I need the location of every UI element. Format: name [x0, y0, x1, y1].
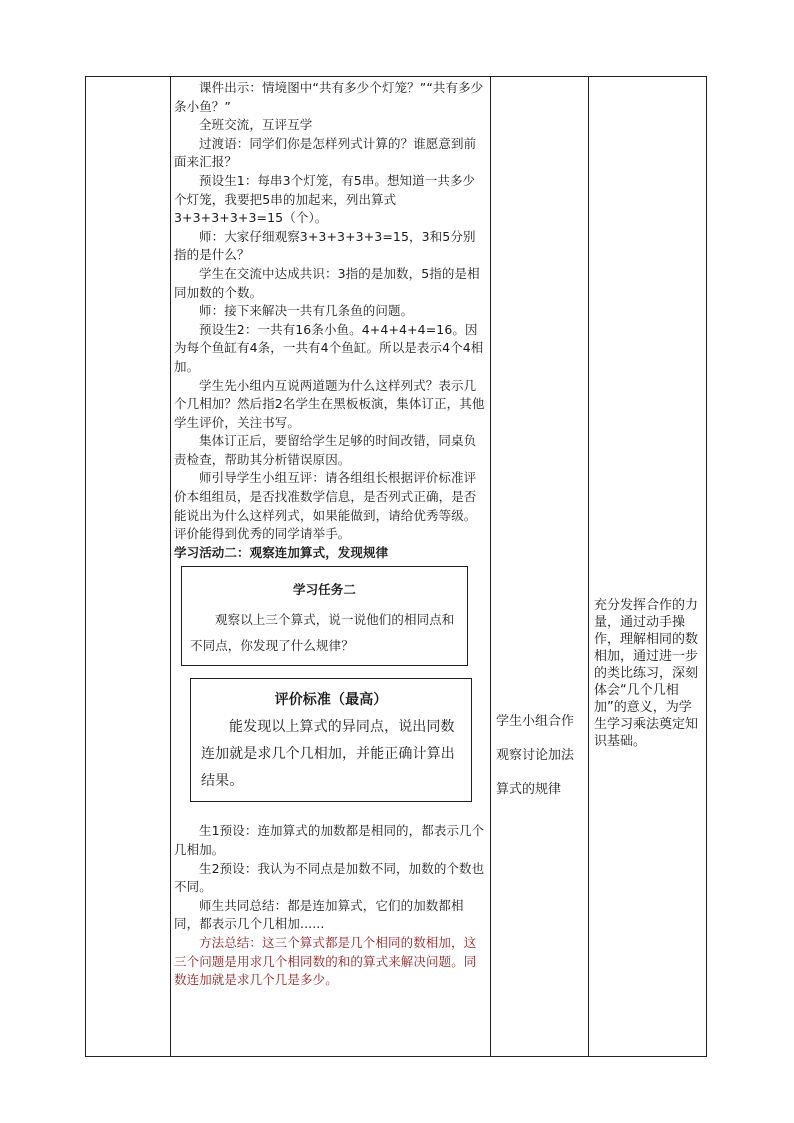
- activity-heading: 学习活动二：观察连加算式，发现规律: [174, 544, 389, 560]
- student-activity-cell: [490, 77, 588, 1056]
- method-summary: 方法总结：这三个算式都是几个相同的数相加，这三个问题是用求几个相同数的和的算式来解决问题。同数连加就是求几个几是多少。: [174, 935, 477, 988]
- design-intent-text: 充分发挥合作的力量，通过动手操作，理解相同的数相加，通过进一步的类比练习，深刻体会“几个几相加”的意义，为学生学习乘法奠定知识基础。: [594, 598, 699, 749]
- empty-left-cell: [86, 77, 170, 1056]
- paragraph: 师：大家仔细观察3+3+3+3+3=15，3和5分别指的是什么？: [174, 228, 476, 263]
- discussion-section: [174, 822, 486, 989]
- paragraph: 学生先小组内互说两道题为什么这样列式？表示几个几相加？然后指2名学生在黑板板演，集体订正，其他学生评价，关注书写。: [174, 377, 485, 430]
- paragraph: 过渡语：同学们你是怎样列式计算的？谁愿意到前面来汇报？: [174, 135, 477, 170]
- paragraph: 师引导学生小组互评：请各组组长根据评价标准评价本组组员，是否找准数学信息，是否列式正确，是否能说出为什么这样列式，如果能做到，请给优秀等级。评价能得到优秀的同学请举手。: [174, 470, 477, 542]
- paragraph: 预设生2：一共有16条小鱼。4+4+4+4=16。因为每个鱼缸有4条，一共有4个鱼缸。所以是表示4个4相加。: [174, 321, 484, 374]
- learning-task-box: [181, 566, 468, 666]
- paragraph: 课件出示：情境图中“共有多少个灯笼？”“共有多少条小鱼？”: [174, 80, 484, 114]
- paragraph: 全班交流，互评互学: [199, 117, 313, 133]
- paragraph: 生2预设：我认为不同点是加数不同，加数的个数也不同。: [174, 860, 485, 895]
- paragraph: 师生共同总结：都是连加算式，它们的加数都相同，都表示几个几相加......: [174, 897, 464, 932]
- task-box-title: 学习任务二: [292, 582, 356, 598]
- teaching-process-cell: [170, 77, 490, 1056]
- paragraph: 预设生1：每串3个灯笼，有5串。想知道一共多少个灯笼，我要把5串的加起来，列出算式3+3+3+3+3=15（个）。: [174, 172, 476, 226]
- task-box-body: 观察以上三个算式，说一说他们的相同点和不同点，你发现了什么规律？: [190, 612, 455, 654]
- student-activity-text: 学生小组合作观察讨论加法算式的规律: [496, 714, 575, 797]
- lesson-table: [85, 76, 707, 1057]
- paragraph: 生1预设：连加算式的加数都是相同的，都表示几个几相加。: [174, 823, 485, 858]
- paragraph: 师：接下来解决一共有几条鱼的问题。: [199, 303, 414, 319]
- eval-box-body: 能发现以上算式的异同点，说出同数连加就是求几个几相加，并能正确计算出结果。: [201, 719, 455, 790]
- design-intent-cell: [588, 77, 708, 1056]
- eval-box-title: 评价标准（最高）: [274, 692, 388, 709]
- evaluation-criteria-box: [190, 678, 472, 802]
- paragraph: 集体订正后，要留给学生足够的时间改错，同桌负责检查，帮助其分析错误原因。: [174, 433, 477, 467]
- paragraph: 学生在交流中达成共识：3指的是加数，5指的是相同加数的个数。: [174, 265, 480, 300]
